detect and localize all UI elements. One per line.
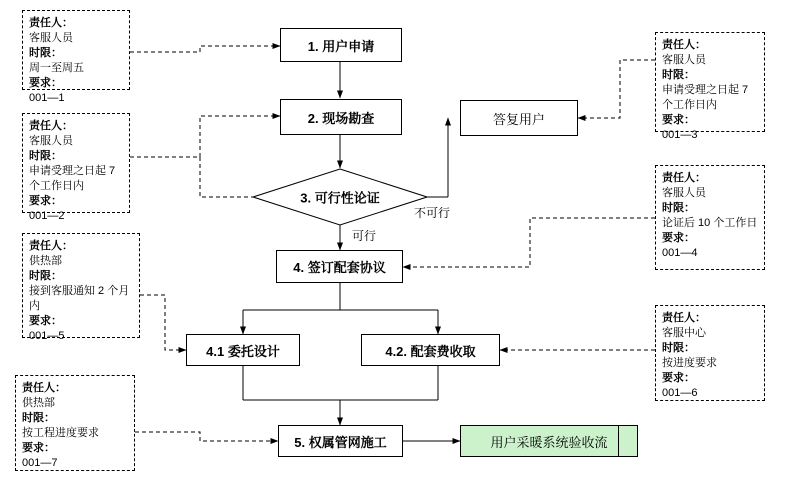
- note-req-value: 001—2: [29, 210, 65, 222]
- node-pipeline-construction[interactable]: [278, 425, 403, 457]
- note-time-value: 论证后 10 个工作日: [662, 217, 758, 229]
- node-site-survey[interactable]: [280, 99, 402, 135]
- note-time-value: 周一至周五: [29, 62, 84, 74]
- note-owner-value: 供热部: [22, 397, 55, 409]
- note-owner-label: 责任人：: [662, 172, 706, 184]
- note-req-value: 001—4: [662, 247, 698, 259]
- note-req-label: 要求：: [662, 114, 695, 126]
- node-commission-design[interactable]: [186, 334, 300, 366]
- node-acceptance-flow[interactable]: [460, 425, 638, 457]
- node-label: 4. 签订配套协议: [293, 260, 386, 275]
- note-owner-value: 客服人员: [29, 135, 73, 147]
- note-time-value: 申请受理之日起 7 个工作日内: [662, 84, 749, 111]
- node-label: 答复用户: [492, 111, 545, 127]
- edge-label-not-feasible: 不可行: [414, 206, 451, 220]
- edge-label-feasible: 可行: [352, 229, 377, 243]
- note-time-label: 时限：: [29, 270, 62, 282]
- note-owner-value: 客服人员: [662, 54, 706, 66]
- note-6: [655, 305, 765, 401]
- note-owner-label: 责任人：: [29, 17, 73, 29]
- note-5: [22, 233, 140, 342]
- note-3: [655, 32, 765, 141]
- note-time-label: 时限：: [662, 342, 695, 354]
- node-label: 4.2. 配套费收取: [385, 343, 476, 359]
- note-time-value: 接到客服通知 2 个月内: [29, 285, 130, 312]
- note-time-label: 时限：: [29, 47, 62, 59]
- note-owner-value: 供热部: [29, 255, 62, 267]
- note-req-label: 要求：: [662, 372, 695, 384]
- node-label: 1. 用户申请: [307, 38, 375, 54]
- note-owner-label: 责任人：: [29, 120, 73, 132]
- note-req-value: 001—6: [662, 387, 698, 399]
- note-req-label: 要求：: [22, 442, 55, 454]
- divider: [618, 426, 619, 456]
- note-time-label: 时限：: [22, 412, 55, 424]
- node-label: 4.1 委托设计: [206, 343, 280, 359]
- note-owner-label: 责任人：: [662, 39, 706, 51]
- note-1: [22, 10, 130, 104]
- note-2: [22, 113, 130, 222]
- note-req-label: 要求：: [662, 232, 695, 244]
- note-7: [15, 375, 135, 471]
- note-time-label: 时限：: [662, 69, 695, 81]
- note-owner-label: 责任人：: [662, 312, 706, 324]
- note-req-value: 001—7: [22, 457, 58, 469]
- note-req-label: 要求：: [29, 77, 62, 89]
- note-req-value: 001—3: [662, 129, 698, 141]
- node-label: 2. 现场勘查: [307, 110, 375, 126]
- note-time-label: 时限：: [662, 202, 695, 214]
- note-owner-value: 客服人员: [662, 187, 706, 199]
- note-time-value: 申请受理之日起 7 个工作日内: [29, 165, 116, 192]
- node-feasibility-decision[interactable]: [252, 168, 428, 226]
- node-label: 5. 权属管网施工: [294, 434, 387, 450]
- note-time-value: 按进度要求: [662, 357, 717, 369]
- node-fee-collection[interactable]: [361, 334, 500, 366]
- note-owner-label: 责任人：: [22, 382, 66, 394]
- node-user-application[interactable]: [280, 28, 402, 62]
- node-sign-agreement[interactable]: [276, 250, 403, 283]
- note-req-label: 要求：: [29, 315, 62, 327]
- node-reply-user[interactable]: [460, 100, 578, 136]
- node-label: 用户采暖系统验收流: [490, 434, 608, 450]
- note-req-value: 001—5: [29, 330, 65, 342]
- note-req-label: 要求：: [29, 195, 62, 207]
- note-time-value: 按工程进度要求: [22, 427, 99, 439]
- note-req-value: 001—1: [29, 92, 65, 104]
- note-owner-value: 客服人员: [29, 32, 73, 44]
- note-4: [655, 165, 765, 270]
- node-label: 3. 可行性论证: [300, 190, 380, 206]
- note-owner-label: 责任人：: [29, 240, 73, 252]
- note-owner-value: 客服中心: [662, 327, 706, 339]
- note-time-label: 时限：: [29, 150, 62, 162]
- diamond-shape: [252, 168, 428, 226]
